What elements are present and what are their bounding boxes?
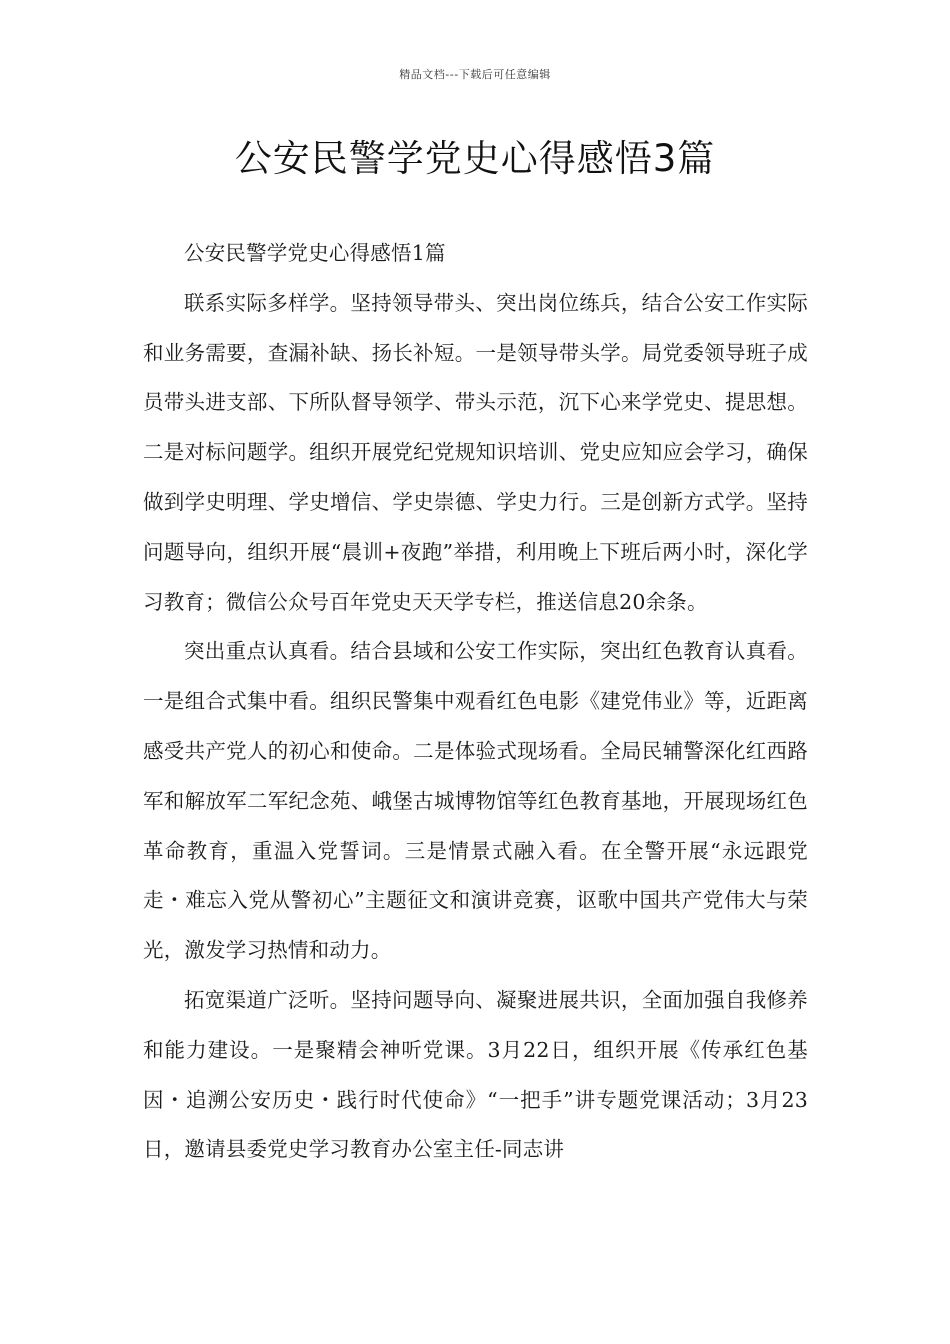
body-paragraph: 突出重点认真看。结合县域和公安工作实际，突出红色教育认真看。一是组合式集中看。组织民警集中观看红色电影《建党伟业》等，近距离感受共产党人的初心和使命。二是体验式现场看。全局民辅警深化红西路军和解放军二军纪念苑、峨堡古城博物馆等红色教育基地，开展现场红色革命教育，重温入党誓词。三是情景式融入看。在全警开展“永远跟党走・难忘入党从警初心”主题征文和演讲竞赛，讴歌中国共产党伟大与荣光，激发学习热情和动力。 bbox=[143, 639, 808, 963]
header-note: 精品文档---下载后可任意编辑 bbox=[399, 68, 551, 81]
document-title: 公安民警学党史心得感悟3篇 bbox=[234, 137, 716, 180]
body-paragraph: 联系实际多样学。坚持领导带头、突出岗位练兵，结合公安工作实际和业务需要，查漏补缺、扬长补短。一是领导带头学。局党委领导班子成员带头进支部、下所队督导领学、带头示范，沉下心来学党史、提思想。二是对标问题学。组织开展党纪党规知识培训、党史应知应会学习，确保做到学史明理、学史增信、学史崇德、学史力行。三是创新方式学。坚持问题导向，组织开展“晨训+夜跑”举措，利用晚上下班后两小时，深化学习教育；微信公众号百年党史天天学专栏，推送信息20余条。 bbox=[143, 290, 808, 614]
section-heading: 公安民警学党史心得感悟1篇 bbox=[184, 241, 446, 265]
body-paragraph: 拓宽渠道广泛听。坚持问题导向、凝聚进展共识，全面加强自我修养和能力建设。一是聚精会神听党课。3月22日，组织开展《传承红色基因・追溯公安历史・践行时代使命》“一把手”讲专题党课活动；3月23日，邀请县委党史学习教育办公室主任-同志讲 bbox=[143, 987, 808, 1162]
document-body bbox=[143, 229, 808, 1175]
